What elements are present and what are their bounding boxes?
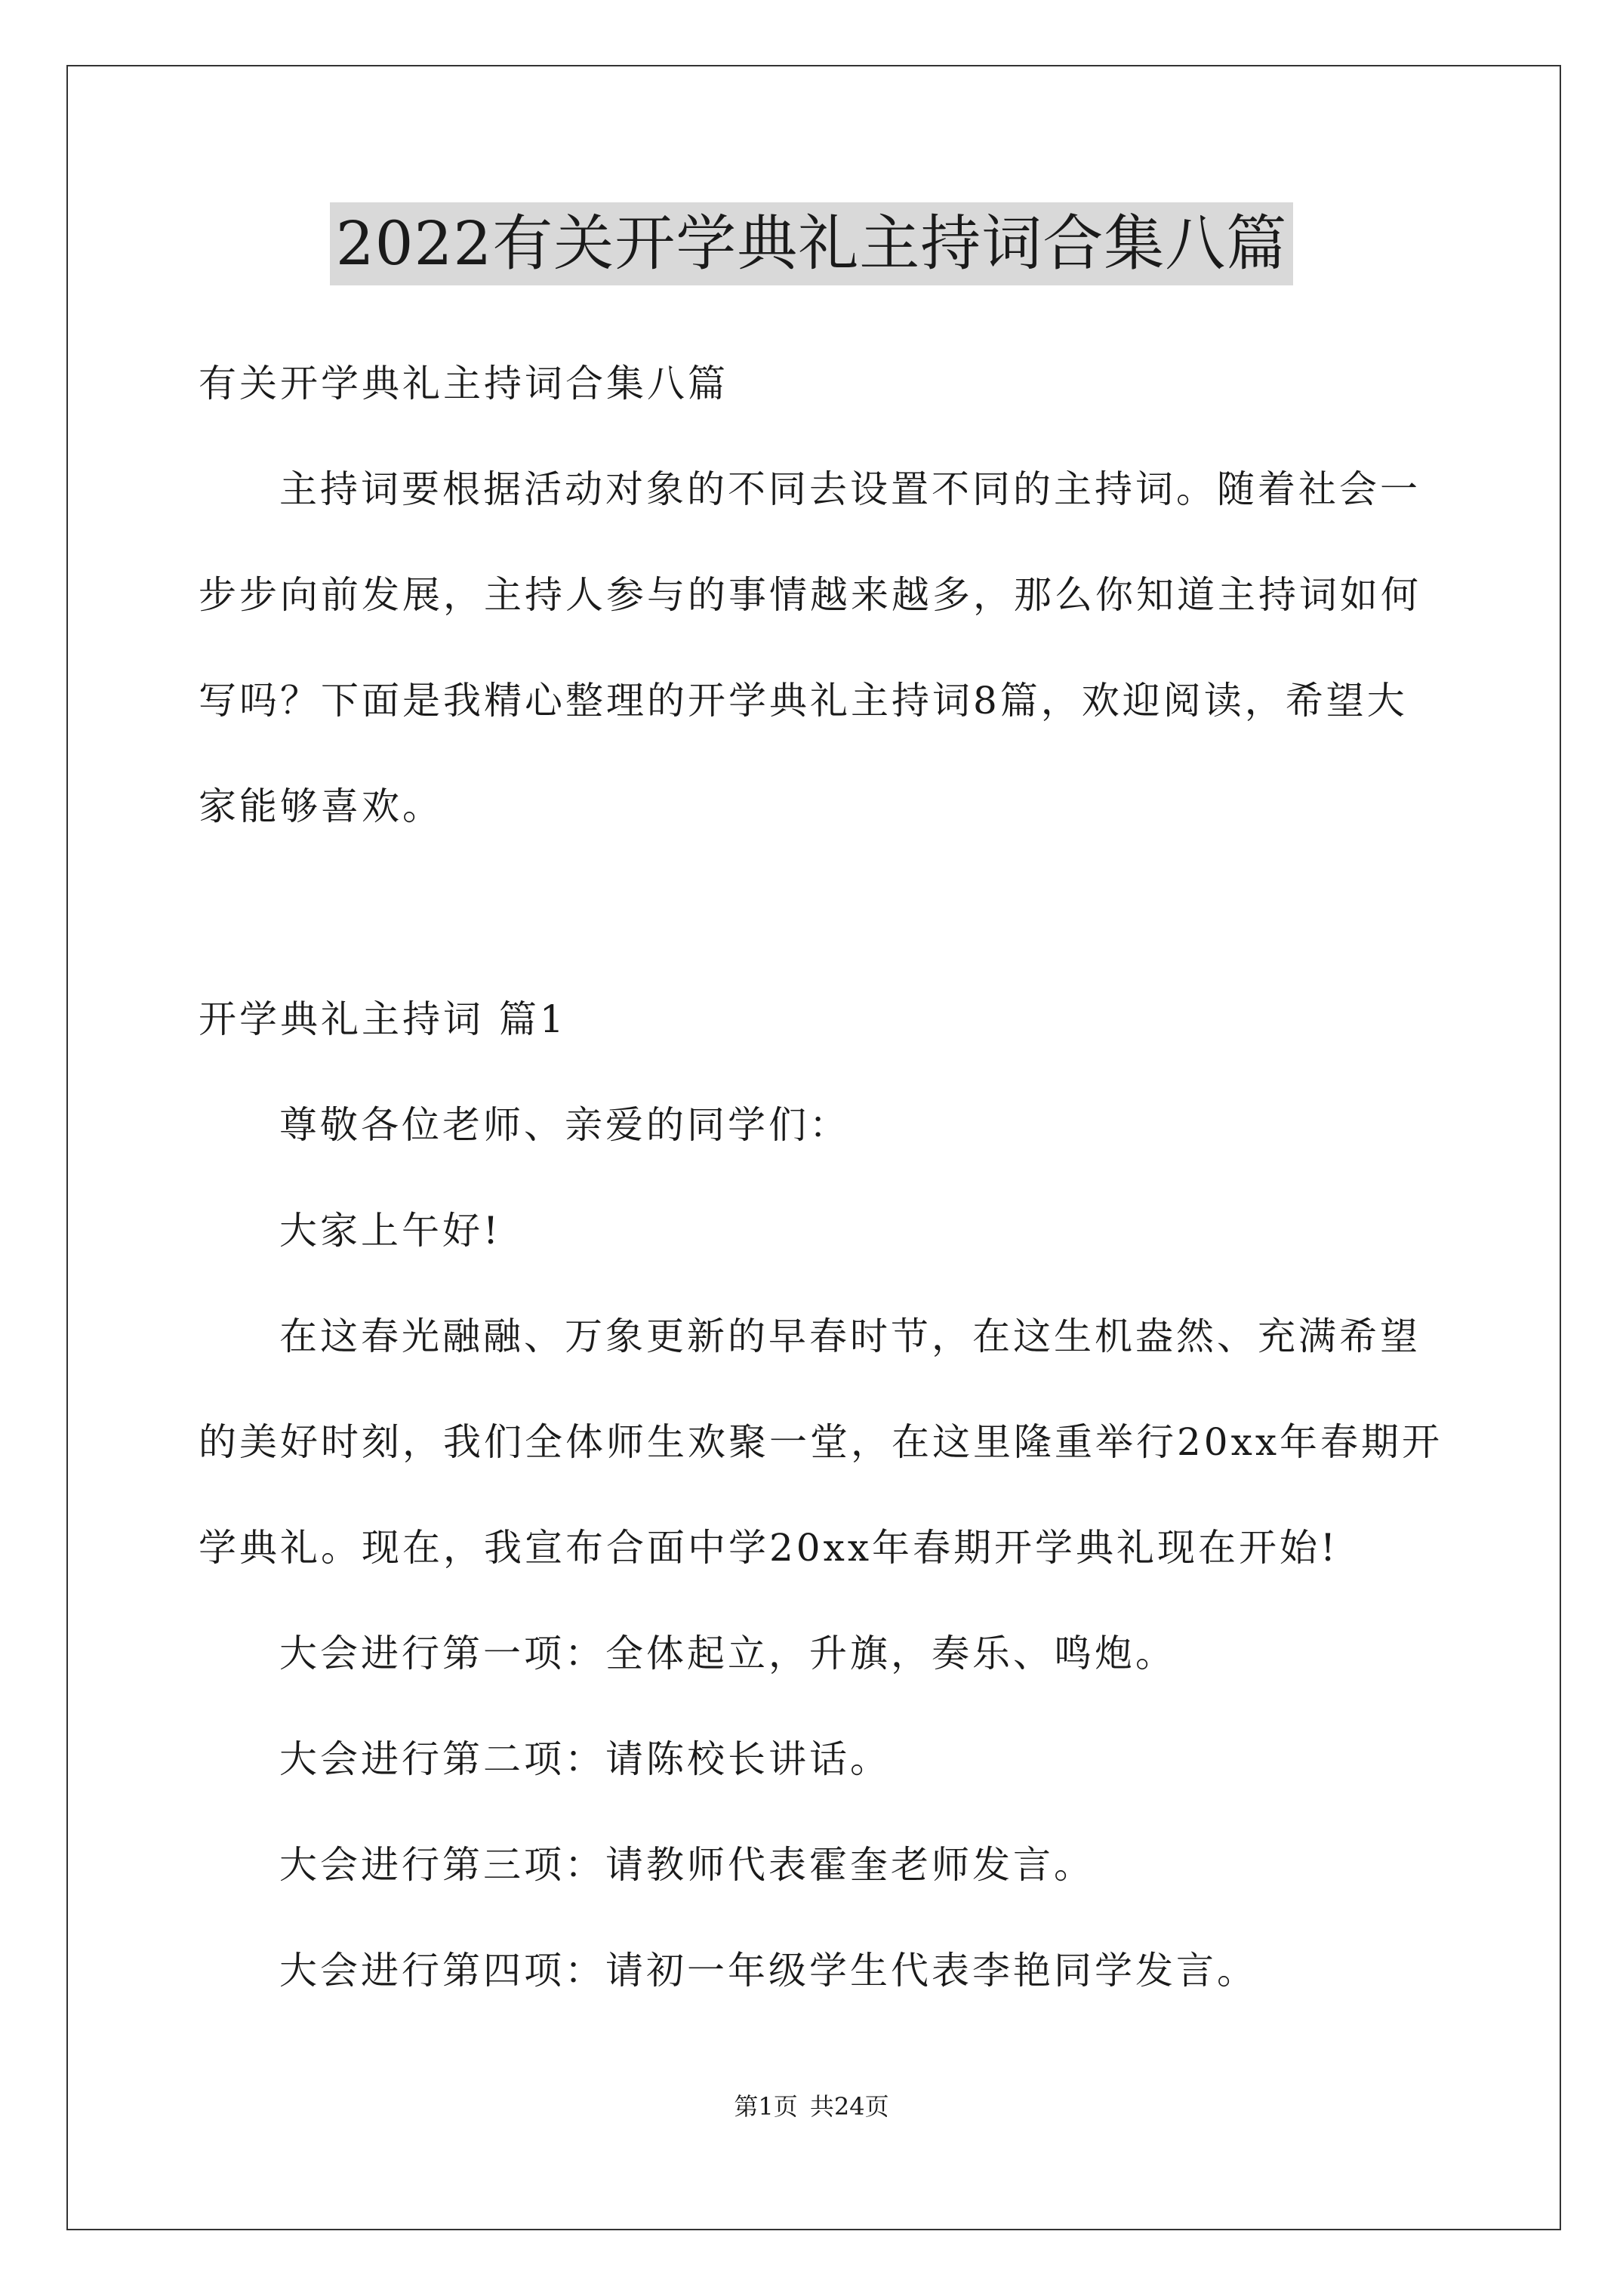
document-title: 2022有关开学典礼主持词合集八篇 (330, 202, 1294, 285)
intro-line: 主持词要根据活动对象的不同去设置不同的主持词。随着社会一 (279, 467, 1421, 511)
body-line: 大会进行第四项：请初一年级学生代表李艳同学发言。 (279, 1949, 1258, 1992)
title-container (0, 202, 1623, 285)
page-number-footer: 第1页 共24页 (734, 2092, 889, 2121)
body-line: 大会进行第三项：请教师代表霍奎老师发言。 (279, 1843, 1095, 1887)
body-line: 在这春光融融、万象更新的早春时节，在这生机盎然、充满希望 (279, 1314, 1421, 1358)
body-line: 尊敬各位老师、亲爱的同学们： (279, 1103, 850, 1147)
document-subtitle: 有关开学典礼主持词合集八篇 (199, 362, 728, 405)
section-heading: 开学典礼主持词 篇1 (199, 997, 567, 1041)
intro-line: 步步向前发展，主持人参与的事情越来越多，那么你知道主持词如何 (199, 573, 1421, 617)
body-line: 学典礼。现在，我宣布合面中学20xx年春期开学典礼现在开始! (199, 1526, 1339, 1570)
intro-line: 家能够喜欢。 (199, 784, 443, 828)
intro-line: 写吗？下面是我精心整理的开学典礼主持词8篇，欢迎阅读，希望大 (199, 679, 1408, 723)
body-line: 的美好时刻，我们全体师生欢聚一堂，在这里隆重举行20xx年春期开 (199, 1420, 1443, 1464)
body-line: 大会进行第一项：全体起立，升旗，奏乐、鸣炮。 (279, 1632, 1176, 1675)
body-line: 大家上午好! (279, 1209, 502, 1253)
body-line: 大会进行第二项：请陈校长讲话。 (279, 1737, 891, 1781)
